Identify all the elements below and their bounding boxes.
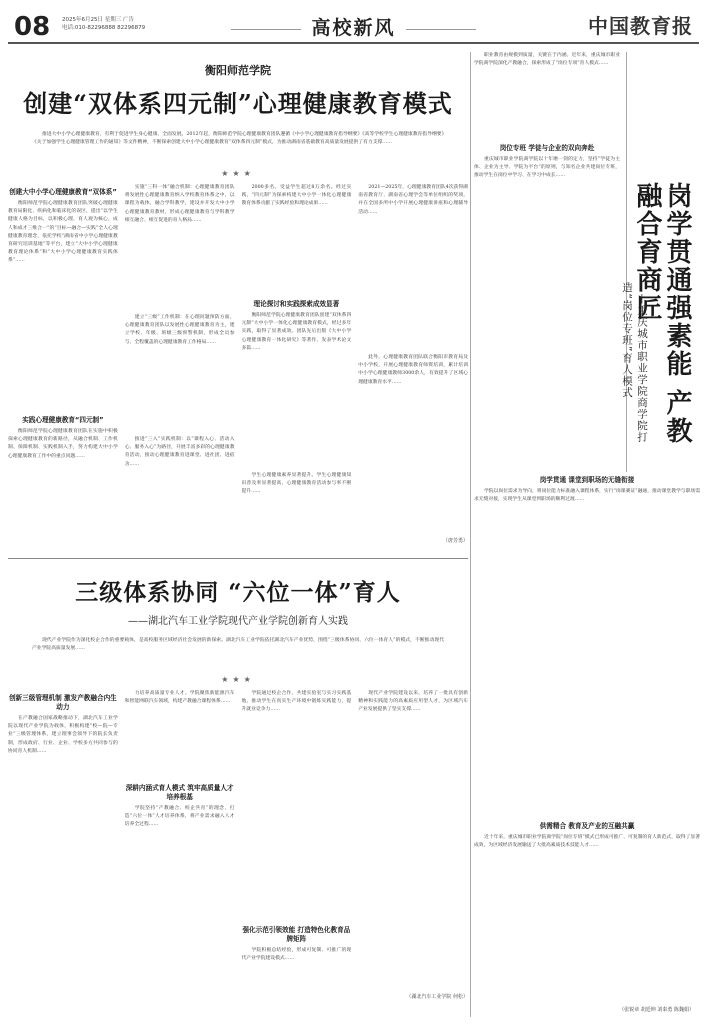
vertical-headline: 岗学贯通强素能 产教融合育商匠 [632,182,692,446]
section-title-text: 高校新风 [311,17,396,39]
paragraph: 学院坚持“产教融合、校企共育”的理念，打造“六位一体”人才培养体系，将产业需求融入人才培养全过程…… [124,806,235,828]
right-lower [474,472,700,1017]
paragraph: 学生心理健康素养显著提升。学生心理健康知识普及率显著提高，心理健康教育活动参与率不断提升…… [241,473,352,495]
paragraph: 学院通过校企合作，共建实验室与实习实践基地，推动学生在真实生产环境中锻炼实践能力，提升就业竞争力…… [241,691,352,713]
paragraph: 衡阳师范学院心理健康教育团队突破心理健康教育局限化、疾病化和临床化的误区，提出“以学生健康人格为目标，以积极心理、育人观为核心，成人和成才三维合一”的“目标—融合—实践”全人心理健康教育理念，依托学校“湖南省中小学心理健康教育研究培训基地”等平台，建立“大中小学心理健康教育理论体系”和“大中小学心理健康教育实践体系”…… [8,201,118,264]
article-headline: 三级体系协同 “六位一体”育人 [75,579,401,606]
byline: （湖北汽车工业学院 何松） [406,994,468,1000]
text-column [8,184,118,564]
article-chongqing [474,52,700,1017]
paragraph: 衡阳师范学院心理健康教育团队创建“双体系四元制”大中小学一体化心理健康教育模式，经过多年实践，取得了显著成效。团队先后出版《大中小学心理健康教育一体化研究》等著作，发表学术论文多篇…… [241,313,352,351]
text-column [8,690,118,1020]
vertical-subheadline: ——重庆城市职业学院商学院打造“岗位专班”育人模式 [621,282,648,443]
paper-logo: 中国教育报 [588,14,693,38]
phone-line: 电话:010-82296888 82296879 [62,25,146,31]
paragraph: 建立“三级”工作机制：在心理问题预防方面，心理健康教育团队以发展性心理健康教育为主，建立学校、年级、班级三级预警机制，形成全员参与、全程覆盖的心理健康教育工作格局…… [124,315,235,345]
page-number: 08 [14,12,51,42]
paragraph: 力培养高质量专业人才。学院聚焦新能源汽车和智能网联汽车领域，构建产教融合课程体系…… [124,691,235,705]
paragraph: 学院积极总结经验，形成可复制、可推广的现代产业学院建设模式…… [241,948,352,962]
byline: （张锐章 胡廷坤 刘泰勇 陈魏娟） [619,1007,694,1013]
masthead-rule [8,42,699,44]
text-column [242,184,352,564]
article-divider [8,558,468,559]
paragraph: 2021—2025年，心理健康教育团队4次获得湖南省教育厅、湖南省心理学会等单位组织的奖项，并在全国多所中小学开展心理健康讲座和心理辅导活动…… [358,185,468,215]
paragraph: 推进“三入”实践机制：以“课程入心、活动入心、服务入心”为路径，开展丰富多彩的心理健康教育活动，推动心理健康教育进课堂、进社团、进宿舍…… [124,437,235,467]
article-lead: 推进大中小学心理健康教育，有利于促进学生身心健康、全面发展。2012年起，衡阳师范学院心理健康教育团队遵循《中小学心理健康教育指导纲要》《高等学校学生心理健康教育指导纲要》《关于加强学生心理健康管理工作的通知》等文件精神，不断探索创建大中小学心理健康教育“双体系四元制”模式，为推动湖南省基础教育高质量发展提供了有力支撑…… [32,132,444,146]
subheading: 理论探讨和实践探索成效显著 [253,300,340,308]
ornament-right [406,29,476,30]
article-headline: 创建“双体系四元制”心理健康教育模式 [23,89,453,118]
date-line: 2025年6月25日 星期三 广告 [62,17,134,23]
text-column [358,184,468,564]
text-column [474,52,620,472]
text-column [358,690,468,1020]
article-columns [8,690,468,1020]
article-columns [8,184,468,564]
masthead [0,0,707,46]
subheading: 岗学贯通 课堂到职场的无缝衔接 [539,476,635,484]
paragraph: 在产教融合国家战略推动下，湖北汽车工业学院以现代产业学院为载体，积极构建“校—院—专业”三级管理体系，建立理事会领导下的院长负责制，形成政府、行业、企业、学校多方共同参与的协同育人机制…… [8,716,118,754]
article-hengyang [8,52,468,556]
subheading: 实践心理健康教育“四元制” [22,416,104,424]
article-lead: 现代产业学院作为深化校企合作的重要载体，是高校服务区域经济社会发展的新探索。湖北汽车工业学院依托湖北汽车产业优势，围绕“三级体系协同、六位一体育人”的模式，不断推动现代产业学院高质量发展…… [32,638,444,652]
subheading: 创建大中小学心理健康教育“双体系” [9,188,117,196]
subheading: 强化示范引领效能 打造特色化教育品牌矩阵 [242,926,351,943]
vertical-headline-box [621,52,700,472]
star-divider: ★★★ [221,675,255,684]
ornament-left [231,29,301,30]
subheading: 供需精合 教育及产业的互融共赢 [539,822,635,830]
text-column [125,690,235,1020]
paragraph: 衡阳师范学院心理健康教育团队在实施中积极探索心理健康教育的新路径，从融合机制、工作机制、保障机制、实践机制入手，努力构建大中小学心理健康教育工作中的重点问题…… [8,429,118,459]
subheading: 创新三级管理机制 激发产教融合内生动力 [8,694,117,711]
byline: （唐芳勇） [442,538,468,544]
star-divider: ★★★ [221,169,255,178]
paragraph: 实施“三科一体”融合机制：心理健康教育团队将发展性心理健康教育纳入学校教育体系之中，以课程为载体，融合学科教学，建设并开发大中小学心理健康教育教材，形成心理健康教育与学科教学相互融合、相互促进的育人格局…… [124,185,235,223]
right-upper [474,52,700,472]
article-subheadline: ——湖北汽车工业学院现代产业学院创新育人实践 [128,616,348,627]
paragraph: 此外，心理健康教育团队联合衡阳市教育局及中小学校，开展心理健康教育师资培训，累计培训中小学心理健康教师3000余人，有效提升了区域心理健康教育水平…… [358,355,468,385]
column-divider [470,52,471,1017]
text-column [125,184,235,564]
paragraph: 职业教育由规模到质量，关键在于内涵。近年来，重庆城市职业学院商学院深化产教融合，探索形成了“岗位专项”育人模式…… [474,53,620,67]
paragraph: 现代产业学院建设以来，培养了一批具有创新精神和实践能力的高素质应用型人才，为区域汽车产业发展提供了坚实支撑…… [358,691,468,713]
paragraph: 近十年来，重庆城市职业学院商学院“岗位专班”模式已形成可推广、可复制的育人新范式，取得了显著成效，为区域经济发展输送了大批高素质技术技能人才…… [474,835,700,849]
paragraph: 重庆城市职业学院商学院以十年磨一剑的定力，坚持“学徒为主体、企业为主导、学院为平台”的原则，与知名企业共建岗位专班，推动学生在岗位中学习、在学习中成长…… [474,157,620,179]
subheading: 岗位专班 学徒与企业的双向奔赴 [499,144,595,152]
article-kicker: 衡阳师范学院 [205,64,271,77]
paragraph: 学院以岗位需求为导向，将岗位能力标准融入课程体系，实行“岗课赛证”融通，推动课堂教学与职场需求无缝对接，实现学生从课堂到职场的顺利过渡…… [474,489,700,503]
paragraph: 2000多名。受益学生超过8万余名。经过实践，“四元制”为探索构建大中小学一体化心理健康教育体系贡献了实践经验和理论成果…… [241,185,352,207]
text-column [242,690,352,1020]
subheading: 深耕内涵式育人模式 筑牢高质量人才培养根基 [125,784,234,801]
article-hubei-auto [8,562,468,1017]
